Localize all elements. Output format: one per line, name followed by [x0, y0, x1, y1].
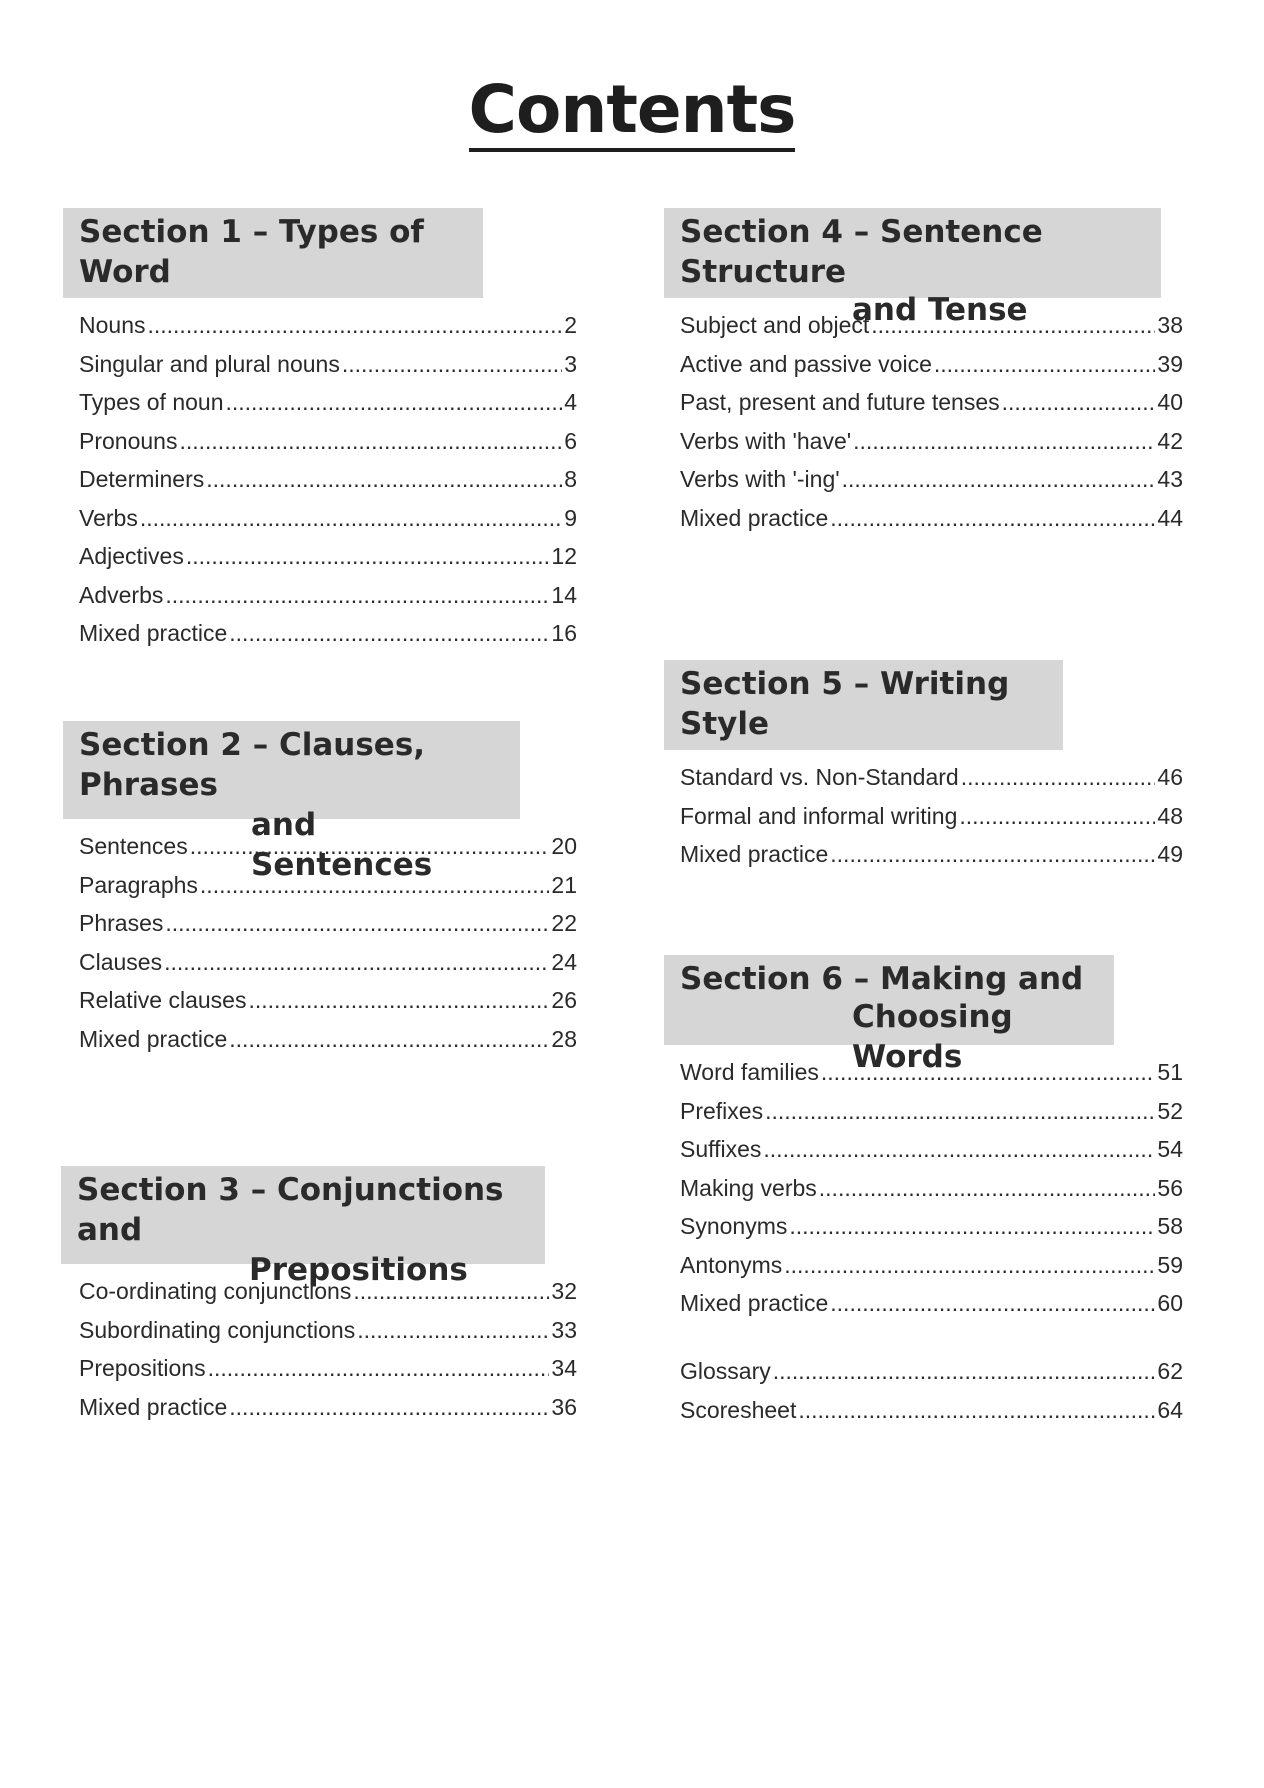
section-3-title-line2: Prepositions: [249, 1252, 468, 1288]
dot-leader: [821, 1053, 1156, 1092]
toc-page: 51: [1157, 1059, 1183, 1085]
toc-entry[interactable]: [79, 383, 577, 422]
dot-leader: [830, 835, 1155, 874]
dot-leader: [147, 306, 562, 345]
toc-entry[interactable]: [680, 422, 1183, 461]
toc-page: 48: [1157, 802, 1183, 829]
toc-entry[interactable]: [680, 306, 1183, 345]
toc-label: Sentences: [79, 833, 188, 859]
toc-entry[interactable]: [79, 866, 577, 905]
extras: [664, 1352, 1199, 1429]
toc-entry[interactable]: [79, 827, 577, 866]
dot-leader: [773, 1352, 1156, 1391]
toc-entry[interactable]: [680, 1053, 1183, 1092]
toc-page: 54: [1157, 1136, 1183, 1162]
section-2: [63, 721, 593, 1058]
toc-page: 40: [1157, 389, 1183, 415]
toc-label: Subject and object: [680, 312, 870, 338]
section-6-list: [664, 1053, 1199, 1323]
section-1-title: Section 1 – Types of Word: [79, 214, 424, 290]
section-2-header: [63, 721, 520, 883]
toc-label: Verbs with 'have': [680, 427, 852, 454]
toc-entry[interactable]: [680, 835, 1183, 874]
toc-entry[interactable]: [79, 904, 577, 943]
toc-page: 56: [1157, 1174, 1183, 1201]
toc-label: Formal and informal writing: [680, 802, 958, 829]
toc-label: Prepositions: [79, 1355, 206, 1381]
toc-label: Pronouns: [79, 427, 178, 454]
toc-page: 34: [551, 1355, 577, 1381]
toc-page: 46: [1157, 764, 1183, 790]
toc-page: 24: [551, 948, 577, 975]
toc-label: Mixed practice: [79, 620, 228, 646]
dot-leader: [763, 1130, 1155, 1169]
toc-page: 9: [564, 504, 577, 531]
toc-page: 64: [1157, 1396, 1183, 1423]
toc-label: Active and passive voice: [680, 350, 932, 377]
section-2-title-line2: and Sentences: [251, 807, 433, 883]
dot-leader: [248, 981, 549, 1020]
dot-leader: [871, 306, 1155, 345]
toc-label: Adjectives: [79, 543, 184, 569]
dot-leader: [765, 1092, 1155, 1131]
dot-leader: [165, 576, 549, 615]
toc-page: 3: [564, 350, 577, 377]
toc-page: 60: [1157, 1290, 1183, 1316]
section-3-list: [61, 1272, 593, 1426]
toc-page: 52: [1157, 1097, 1183, 1124]
dot-leader: [961, 758, 1156, 797]
section-1-list: [63, 306, 593, 653]
toc-page: 44: [1157, 504, 1183, 531]
toc-entry[interactable]: [680, 758, 1183, 797]
toc-entry[interactable]: [680, 1284, 1183, 1323]
section-3: [61, 1166, 593, 1426]
toc-entry[interactable]: [680, 1092, 1183, 1131]
toc-label: Word families: [680, 1059, 819, 1085]
toc-page: 26: [551, 987, 577, 1013]
toc-entry[interactable]: [79, 1020, 577, 1059]
toc-entry[interactable]: [680, 1169, 1183, 1208]
toc-entry[interactable]: [79, 460, 577, 499]
toc-label: Verbs with '-ing': [680, 466, 840, 492]
dot-leader: [186, 537, 550, 576]
dot-leader: [1002, 383, 1156, 422]
dot-leader: [342, 345, 562, 384]
dot-leader: [959, 797, 1155, 836]
section-2-title-line1: Section 2 – Clauses, Phrases: [79, 727, 426, 803]
toc-entry[interactable]: [79, 1349, 577, 1388]
toc-page: 2: [564, 312, 577, 338]
toc-page: 21: [551, 871, 577, 898]
toc-page: 39: [1157, 350, 1183, 377]
section-3-header: [61, 1166, 545, 1288]
toc-entry[interactable]: [680, 499, 1183, 538]
section-2-list: [63, 827, 593, 1058]
toc-page: 16: [551, 620, 577, 646]
toc-label: Mixed practice: [680, 504, 829, 531]
toc-label: Verbs: [79, 504, 138, 531]
toc-page: 62: [1157, 1358, 1183, 1384]
toc-entry[interactable]: [79, 1272, 577, 1311]
toc-entry[interactable]: [680, 1130, 1183, 1169]
dot-leader: [165, 904, 549, 943]
dot-leader: [784, 1246, 1155, 1285]
toc-entry[interactable]: [680, 1207, 1183, 1246]
toc-label: Mixed practice: [79, 1025, 228, 1052]
toc-page: 38: [1157, 312, 1183, 338]
toc-entry-glossary[interactable]: [680, 1352, 1183, 1391]
toc-page: 36: [551, 1393, 577, 1420]
dot-leader: [830, 499, 1155, 538]
toc-label: Types of noun: [79, 389, 224, 415]
toc-label: Glossary: [680, 1358, 771, 1384]
toc-entry[interactable]: [680, 345, 1183, 384]
toc-label: Antonyms: [680, 1251, 783, 1278]
section-6-title-line2: Choosing Words: [852, 999, 1013, 1075]
toc-entry-scoresheet[interactable]: [680, 1391, 1183, 1430]
toc-page: 58: [1157, 1213, 1183, 1239]
section-5-title: Section 5 – Writing Style: [680, 666, 1010, 742]
toc-label: Nouns: [79, 312, 146, 338]
toc-entry[interactable]: [79, 614, 577, 653]
dot-leader: [206, 460, 562, 499]
dot-leader: [798, 1391, 1155, 1430]
toc-label: Mixed practice: [680, 841, 829, 867]
toc-label: Relative clauses: [79, 987, 247, 1013]
dot-leader: [934, 345, 1156, 384]
dot-leader: [357, 1311, 549, 1350]
toc-page: 42: [1157, 427, 1183, 454]
toc-label: Prefixes: [680, 1097, 764, 1124]
section-6: [664, 955, 1199, 1323]
section-1: [63, 208, 593, 653]
toc-entry[interactable]: [79, 1311, 577, 1350]
section-1-header: [63, 208, 483, 298]
toc-entry[interactable]: [79, 422, 577, 461]
toc-page: 14: [551, 581, 577, 608]
toc-page: 20: [551, 833, 577, 859]
toc-label: Singular and plural nouns: [79, 350, 340, 377]
section-4-list: [664, 306, 1199, 537]
dot-leader: [208, 1349, 550, 1388]
dot-leader: [853, 422, 1155, 461]
dot-leader: [140, 499, 562, 538]
dot-leader: [190, 827, 550, 866]
toc-label: Scoresheet: [680, 1396, 797, 1423]
dot-leader: [789, 1207, 1155, 1246]
toc-label: Clauses: [79, 948, 163, 975]
toc-page: 49: [1157, 841, 1183, 867]
toc-label: Making verbs: [680, 1174, 817, 1201]
dot-leader: [842, 460, 1156, 499]
toc-entry[interactable]: [680, 383, 1183, 422]
section-5-list: [664, 758, 1199, 874]
toc-label: Adverbs: [79, 581, 164, 608]
section-4: [664, 208, 1199, 537]
toc-label: Co-ordinating conjunctions: [79, 1278, 352, 1304]
section-6-title-line1: Section 6 – Making and: [680, 961, 1084, 997]
section-5: [664, 660, 1199, 874]
toc-entry[interactable]: [79, 981, 577, 1020]
toc-label: Suffixes: [680, 1136, 762, 1162]
dot-leader: [819, 1169, 1156, 1208]
toc-label: Synonyms: [680, 1213, 788, 1239]
toc-entry[interactable]: [680, 460, 1183, 499]
dot-leader: [353, 1272, 549, 1311]
dot-leader: [200, 866, 549, 905]
toc-label: Phrases: [79, 910, 164, 936]
toc-label: Standard vs. Non-Standard: [680, 764, 959, 790]
section-4-title-line2: and Tense: [852, 292, 1028, 328]
toc-entry[interactable]: [680, 1246, 1183, 1285]
toc-entry[interactable]: [680, 797, 1183, 836]
toc-entry[interactable]: [79, 576, 577, 615]
toc-entry[interactable]: [79, 306, 577, 345]
toc-label: Subordinating conjunctions: [79, 1316, 356, 1343]
toc-page: 28: [551, 1025, 577, 1052]
dot-leader: [229, 614, 549, 653]
section-4-title-line1: Section 4 – Sentence Structure: [680, 214, 1043, 290]
toc-page: 32: [551, 1278, 577, 1304]
toc-entry[interactable]: [79, 1388, 577, 1427]
extras-list: [664, 1352, 1199, 1429]
toc-page: 33: [551, 1316, 577, 1343]
toc-label: Paragraphs: [79, 871, 198, 898]
toc-entry[interactable]: [79, 537, 577, 576]
dot-leader: [830, 1284, 1155, 1323]
dot-leader: [226, 383, 563, 422]
toc-entry[interactable]: [79, 499, 577, 538]
dot-leader: [164, 943, 549, 982]
toc-label: Mixed practice: [680, 1290, 829, 1316]
dot-leader: [229, 1020, 549, 1059]
toc-page: 59: [1157, 1251, 1183, 1278]
dot-leader: [179, 422, 562, 461]
page-title: [0, 70, 1264, 150]
section-3-title-line1: Section 3 – Conjunctions and: [77, 1172, 504, 1248]
toc-label: Mixed practice: [79, 1393, 228, 1420]
toc-page: 12: [551, 543, 577, 569]
toc-page: 43: [1157, 466, 1183, 492]
toc-entry[interactable]: [79, 943, 577, 982]
toc-label: Past, present and future tenses: [680, 389, 1000, 415]
toc-label: Determiners: [79, 466, 205, 492]
toc-page: 8: [564, 466, 577, 492]
section-5-header: [664, 660, 1063, 750]
page-title-text: Contents: [469, 71, 796, 152]
toc-page: 22: [551, 910, 577, 936]
toc-page: 4: [564, 389, 577, 415]
toc-entry[interactable]: [79, 345, 577, 384]
dot-leader: [229, 1388, 549, 1427]
toc-page: 6: [564, 427, 577, 454]
